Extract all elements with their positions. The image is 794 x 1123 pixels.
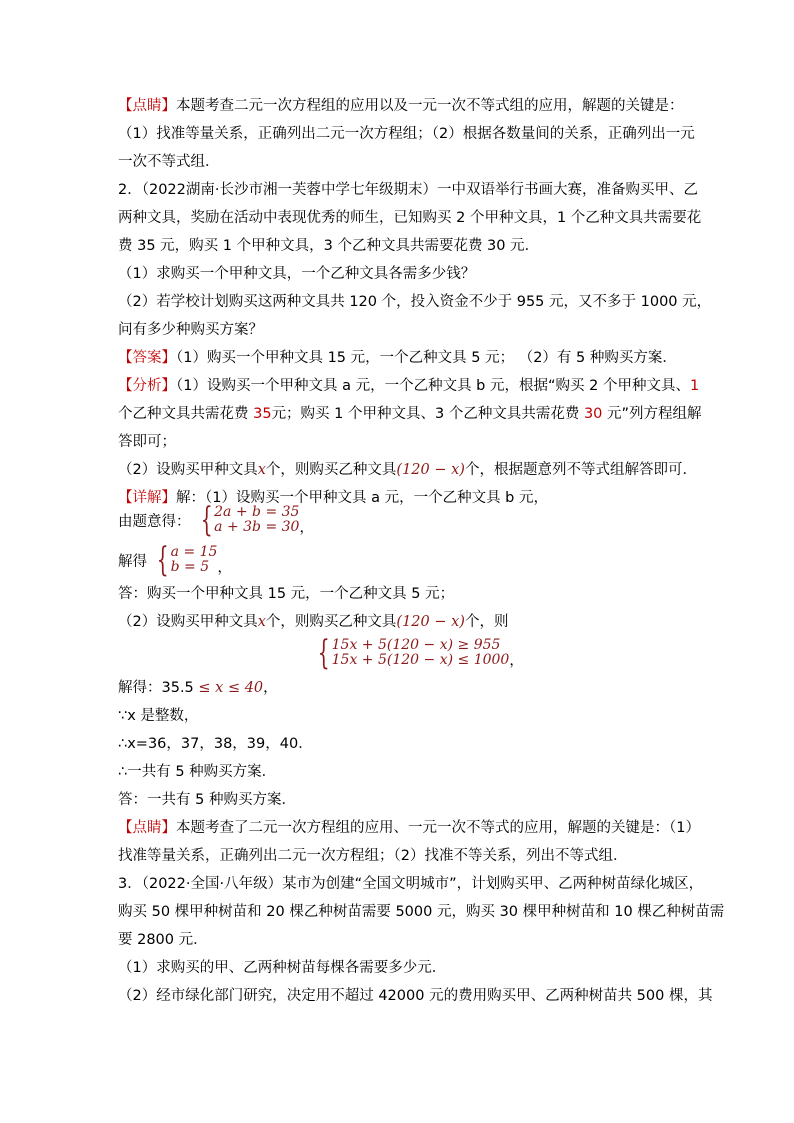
integer-condition: ∵x 是整数， [118,708,199,724]
system-2-tail: ， [217,560,232,576]
brace-icon: { [200,500,213,540]
system-1-prefix: 由题意得： [118,513,191,530]
analysis-line-2 [118,404,702,424]
inequality-equations [332,638,510,668]
inequality-1: 15x + 5(120 − x) ≥ 955 [331,637,501,653]
remark-line-3: 一次不等式组． [118,154,220,170]
analysis-text-c: 元”列方程组解 [602,406,702,422]
math-expr: (120 − x) [396,462,465,478]
math-x: x [257,462,266,478]
answer-tag: 【答案】 [118,350,176,366]
system-1-eq-2: a + 3b = 30 [214,519,300,535]
remark-tag: 【点睛】 [118,98,176,114]
system-1-eq-1: 2a + b = 35 [214,504,300,520]
analysis-num-30: 30 [583,406,603,422]
equation-system-2 [118,540,232,580]
system-2-eq-2: b = 5 [170,559,210,575]
inequality-2: 15x + 5(120 − x) ≤ 1000 [331,652,510,668]
analysis-line-4 [118,460,697,480]
remark-line-1 [118,96,684,116]
inequality-system [308,633,524,673]
analysis-text-a: 个乙种文具共需花费 [118,406,254,422]
question-2-part-2-cont: 问有多少种购买方案？ [118,322,263,338]
inequality-tail: ， [509,653,524,669]
remark2-line-2: 找准等量关系，正确列出二元一次方程组；（2）找准不等关系，列出不等式组． [118,848,628,864]
remark2-text: 本题考查了二元一次方程组的应用、一元一次不等式的应用，解题的关键是：（1） [176,820,700,836]
solution-answer-1: 答：购买一个甲种文具 15 元，一个乙种文具 5 元； [118,586,455,602]
analysis2-text-c: 个，根据题意列不等式组解答即可． [464,462,697,478]
range-expr: ≤ x ≤ 40 [198,680,264,696]
remark2-line-1 [118,818,700,838]
remark-line-2: （1）找准等量关系，正确列出二元一次方程组；（2）根据各数量间的关系，正确列出一元 [118,126,695,142]
solution-range [118,678,278,698]
question-3-part-1: （1）求购买的甲、乙两种树苗每棵各需要多少元． [118,960,447,976]
answer-line [118,348,677,368]
question-2-line-2: 两种文具，奖励在活动中表现优秀的师生，已知购买 2 个甲种文具，1 个乙种文具共需要花 [118,210,702,226]
integer-values: ∴x=36，37，38，39，40． [118,736,313,752]
solution-text: 解：（1）设购买一个甲种文具 a 元，一个乙种文具 b 元， [176,490,548,506]
brace-icon: { [317,633,330,673]
question-3-line-3: 要 2800 元． [118,932,208,948]
math-expr: (120 − x) [396,614,465,630]
analysis-line-1 [118,376,699,396]
question-2-line-1: 2．（2022湖南·长沙市湘一芙蓉中学七年级期末）一中双语举行书画大赛，准备购买甲、乙 [118,182,698,198]
analysis-num: 1 [689,378,700,394]
question-2-part-1: （1）求购买一个甲种文具，一个乙种文具各需多少钱？ [118,266,476,282]
system-2-prefix: 解得 [118,553,147,570]
system-2-equations [171,545,218,575]
solution2-text-c: 个，则 [464,614,509,630]
question-2-line-3: 费 35 元，购买 1 个甲种文具，3 个乙种文具共需要花费 30 元． [118,238,540,254]
analysis-line-3: 答即可； [118,434,176,450]
question-3-line-1: 3．（2022·全国·八年级）某市为创建“全国文明城市”，计划购买甲、乙两种树苗绿化城区， [118,876,704,892]
final-answer: 答：一共有 5 种购买方案． [118,792,296,808]
solution-tag: 【详解】 [118,490,176,506]
solution2-text-a: （2）设购买甲种文具 [118,614,258,630]
remark2-tag: 【点睛】 [118,820,176,836]
analysis-tag: 【分析】 [118,378,176,394]
question-3-part-2: （2）经市绿化部门研究，决定用不超过 42000 元的费用购买甲、乙两种树苗共 500 棵，其 [118,988,713,1004]
solution2-text-b: 个，则购买乙种文具 [265,614,397,630]
analysis2-text-b: 个，则购买乙种文具 [265,462,397,478]
system-1-equations [214,505,299,535]
analysis-num-35: 35 [253,406,272,422]
analysis2-text-a: （2）设购买甲种文具 [118,462,258,478]
brace-icon: { [156,540,169,580]
question-2-part-2: （2）若学校计划购买这两种文具共 120 个，投入资金不少于 955 元，又不多于 1000 元， [118,294,712,310]
remark-text: 本题考查二元一次方程组的应用以及一元一次不等式组的应用，解题的关键是： [176,98,684,114]
equation-system-1 [118,500,314,540]
system-1-tail: ， [299,520,314,536]
analysis-text: （1）设购买一个甲种文具 a 元，一个乙种文具 b 元，根据“购买 2 个甲种文具、 [176,378,690,394]
range-text: 解得：35.5 [118,680,199,696]
math-x: x [257,614,266,630]
system-2-eq-1: a = 15 [170,544,218,560]
solution-line-2 [118,612,508,632]
plan-count: ∴一共有 5 种购买方案． [118,764,277,780]
answer-text: （1）购买一个甲种文具 15 元，一个乙种文具 5 元； （2）有 5 种购买方案． [176,350,677,366]
analysis-text-b: 元；购买 1 个甲种文具、3 个乙种文具共需花费 [271,406,584,422]
range-tail: ， [263,680,278,696]
question-3-line-2: 购买 50 棵甲种树苗和 20 棵乙种树苗需要 5000 元，购买 30 棵甲种树苗和 10 棵乙种树苗需 [118,904,725,920]
